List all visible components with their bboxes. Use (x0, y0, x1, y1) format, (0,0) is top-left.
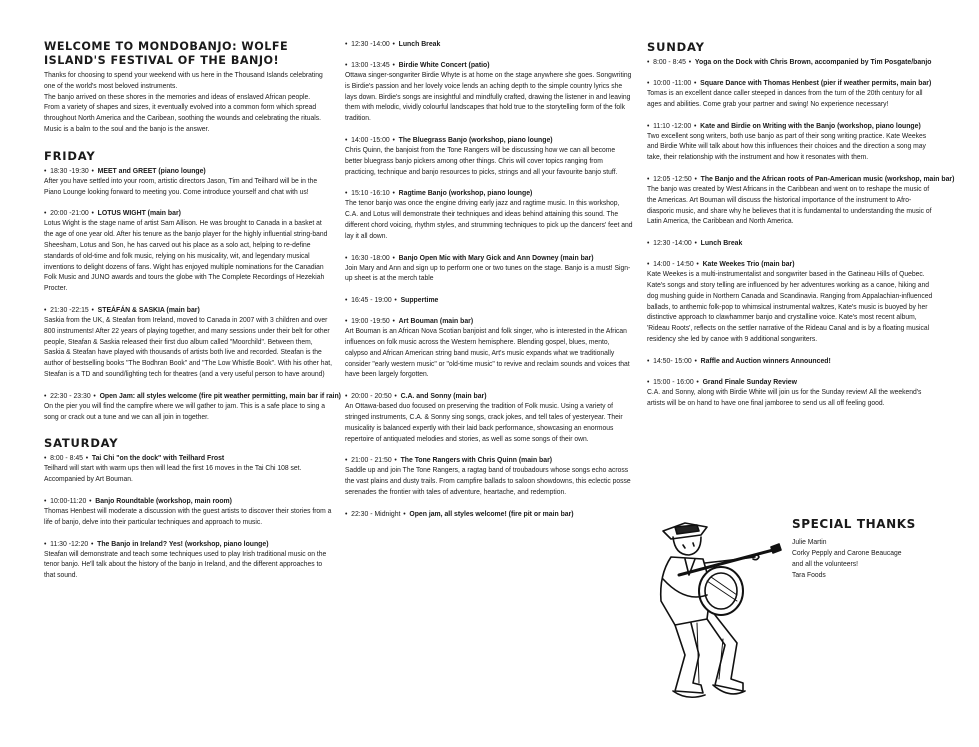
welcome-paragraph: The banjo arrived on these shores in the memories and ideas of enslaved African people. (44, 91, 311, 101)
event-time: 11:30 -12:20 (50, 538, 89, 548)
event-time: 14:50- 15:00 (653, 355, 692, 365)
event-description: The tenor banjo was once the engine driving early jazz and ragtime music. In this workshop, C.A. and Lotus will demonstrate their techniques and ideas behind attaining this sound. The different chord voicing, rhythm styles, and strumming techniques to pick up the dancers' feet and lay it all down. (345, 198, 633, 240)
event-time: 18:30 -19:30 (50, 165, 89, 175)
event-time: 16:30 -18:00 (351, 252, 390, 262)
event-description: Thomas Henbest will moderate a discussion with the guest artists to discover their stories from a life of banjo, delve into their particular techniques and approach to music. (44, 505, 332, 526)
event-description: Two excellent song writers, both use banjo as part of their song writing practice. Kate Weekes and Birdie White will talk about how this influences their choices and the direction a song may take, their relationship with the instrument and how it resonates with them. (647, 130, 927, 162)
event-title: Yoga on the Dock with Chris Brown, accompanied by Tim Posgate/banjo (694, 57, 932, 66)
event-description: Saddle up and join The Tone Rangers, a ragtag band of troubadours whose songs echo across the vast plains and dusty trails. From campfire ballads to saloon showdowns, this eclectic posse serenades the frontier with tales of adventure, heartache, and redemption. (345, 465, 631, 496)
event: • 12:05 -12:50 • The Banjo and the African roots of Pan-American music (workshop, main bar) The banjo was created by West Africans in the Caribbean and went on to reshape the music of the Americas. Art Bouman will discuss the historical importance of the instrument to Afro-diasporic music, and share why he believes that it is fundamental to understanding the music of Latin America, the Caribbean and North America. (647, 173, 955, 226)
event-time: 14:00 - 14:50 (653, 259, 694, 269)
event-time: 21:30 -22:15 (50, 304, 89, 314)
event-title: C.A. and Sonny (main bar) (400, 391, 487, 401)
event-description: C.A. and Sonny, along with Birdie White will join us for the Sunday review! All the weekend's artists will be on hand to have one final jamboree to send us all off feeling good. (647, 386, 922, 407)
event: • 19:00 -19:50 • Art Bouman (main bar) Art Bouman is an African Nova Scotian banjoist and folk singer, who is interested in the African influences on folk music across the Western hemisphere. Blending gospel, blues, mento, calypso and African American string band music, Art's music expands what we traditionally consider "early western music" or "old-time music" to revive and reclaim sounds and voices that have been largely forgotten. (345, 315, 635, 380)
saturday-heading: SATURDAY (44, 436, 119, 451)
event-description: Join Mary and Ann and sign up to perform one or two tunes on the stage. Banjo is a must! Sign-up sheet is at the merch table (345, 262, 631, 283)
event: • 10:00 -11:00 • Square Dance with Thomas Henbest (pier if weather permits, main bar) Tomas is an excellent dance caller steeped in dances from the turn of the 20th century for all ages and abilities. Come grab your partner and swing! No experience necessary! (647, 77, 937, 110)
event: • 10:00-11:20 • Banjo Roundtable (workshop, main room) Thomas Henbest will moderate a discussion with the guest artists to discover their stories from a life of banjo, delve into their particular techniques and approach to music. (44, 495, 332, 526)
event-time: 13:00 -13:45 (351, 60, 390, 69)
event-title: Suppertime (400, 295, 439, 305)
event-time: 20:00 -21:00 (50, 208, 89, 218)
event-title: LOTUS WIGHT (main bar) (97, 208, 181, 218)
event-time: 19:00 -19:50 (351, 316, 390, 326)
event: • 20:00 - 20:50 • C.A. and Sonny (main bar) An Ottawa-based duo focused on preserving the tradition of Folk music. Using a variety of stringed instruments, C.A. & Sonny sing songs, crack jokes, and tell tales of yesteryear. Their musicality is balanced expertly with their laid back performance, showcasing an enormous repertoire of antiquated melodies and stories, as well as some songs of their own. (345, 390, 635, 444)
event: • 14:00 -15:00 • The Bluegrass Banjo (workshop, piano lounge) Chris Quinn, the banjoist from the Tone Rangers will be discussing how we can all become better bluegrass banjo pickers among other things. Chris will cover topics ranging from practicing, technique and banjo resources to picks, strings and all your favourite banjo stuff. (345, 134, 635, 177)
event: • 15:10 -16:10 • Ragtime Banjo (workshop, piano lounge) The tenor banjo was once the engine driving early jazz and ragtime music. In this workshop, C.A. and Lotus will demonstrate their techniques and ideas behind attaining this sound. The different chord voicing, rhythm styles, and strumming techniques to pick up the dancers' feet and lay it all down. (345, 188, 633, 240)
event-time: 14:00 -15:00 (351, 134, 390, 144)
event-title: The Bluegrass Banjo (workshop, piano lounge) (398, 134, 553, 144)
event-description: Art Bouman is an African Nova Scotian banjoist and folk singer, who is interested in the African influences on folk music across the Western hemisphere. Blending gospel, blues, mento, calypso and African American string band music, Art's music expands what we traditionally consider "early western music" or "old-time music" to revive and reclaim sounds and voices that have been largely forgotten. (345, 326, 630, 379)
event: • 11:30 -12:20 • The Banjo in Ireland? Yes! (workshop, piano lounge) Steafan will demonstrate and teach some techniques used to play Irish traditional music on the tenor banjo. He'll talk about the history of the banjo in Ireland, and the different approaches to that sound. (44, 538, 334, 581)
event: • 16:45 - 19:00 • Suppertime (345, 295, 439, 305)
event-time: 8:00 - 8:45 (653, 57, 687, 66)
event-title: The Banjo in Ireland? Yes! (workshop, piano lounge) (97, 538, 269, 548)
welcome-title: WELCOME TO MONDOBANJO: WOLFE ISLAND'S FESTIVAL OF THE BANJO! (44, 40, 289, 67)
event-description: Lotus Wight is the stage name of artist Sam Allison. He was brought to Canada in a basket at the age of one year old. After his tenure as the banjo player for the highly influential string-band Sheesham, Lotus and Son, he has carved out his place as a solo act, helping to re-define standards of old-time and folk music, relying on his musicality, wit, and legendary musical inventions to delight dozens of fans. Wight has enjoyed multiple nominations for the Canadian Folk Music and JUNO awards and tours the globe with The Complete Recordings of Hezekiah Procter. (44, 218, 328, 293)
event-title: Banjo Open Mic with Mary Gick and Ann Downey (main bar) (398, 252, 594, 262)
event: • 14:50- 15:00 • Raffle and Auction winners Announced! (647, 355, 831, 365)
event-title: Grand Finale Sunday Review (702, 376, 797, 386)
event-title: Open jam, all styles welcome! (fire pit or main bar) (409, 508, 574, 518)
event-description: The banjo was created by West Africans in the Caribbean and went on to reshape the music of the Americas. Art Bouman will discuss the historical importance of the instrument to Afro-diasporic music, and share why he believes that it is fundamental to understanding the music of Latin America, the Caribbean and North America. (647, 183, 932, 226)
event-description: Ottawa singer-songwriter Birdie Whyte is at home on the stage anywhere she goes. Songwriting is Birdie's passion and her lovely voice lends an aching depth to the simple country lyrics she lays down. Birdie's songs are insightful and mindfully crafted, drawing the listener in and leaving them with melodic, vividly colourful landscapes that hold true to the storytelling form of the folk tradition. (345, 70, 632, 123)
event-description: After you have settled into your room, artistic directors Jason, Tim and Teilhard will be in the Piano Lounge looking forward to meeting you. Come introduce yourself and chat with us! (44, 175, 318, 196)
event-title: Ragtime Banjo (workshop, piano lounge) (398, 188, 533, 198)
event-time: 10:00 -11:00 (653, 78, 692, 87)
thanks-item: Julie Martin (792, 537, 827, 546)
event-time: 12:05 -12:50 (653, 173, 692, 183)
friday-heading: FRIDAY (44, 148, 96, 163)
welcome-paragraph: Thanks for choosing to spend your weekend with us here in the Thousand Islands celebrating one of the world's most beloved instruments. (44, 70, 323, 90)
event-time: 8:00 - 8:45 (50, 453, 84, 463)
event: • 22:30 - Midnight • Open jam, all styles welcome! (fire pit or main bar) (345, 508, 574, 518)
thanks-item: Corky Pepply and Carone Beaucage (792, 548, 902, 557)
sunday-heading: SUNDAY (647, 40, 705, 54)
event: • 18:30 -19:30 • MEET and GREET (piano lounge) After you have settled into your room, artistic directors Jason, Tim and Teilhard will be in the Piano Lounge looking forward to meeting you. Come introduce yourself and chat with us! (44, 165, 334, 198)
event-title: Lunch Break (700, 238, 743, 248)
event-description: On the pier you will find the campfire where we will gather to jam. This is a safe place to sing a song or crack out a tune and we can all join in together. (44, 400, 325, 421)
event-time: 12:30 -14:00 (351, 39, 390, 48)
column-right (647, 40, 955, 408)
event: • 22:30 - 23:30 • Open Jam: all styles welcome (fire pit weather permitting, main bar if rain) On the pier you will find the campfire where we will gather to jam. This is a safe place to sing a song or crack out a tune and we can all join in together. (44, 390, 341, 421)
event-title: Open Jam: all styles welcome (fire pit weather permitting, main bar if rain) (99, 390, 341, 400)
event-time: 15:00 - 16:00 (653, 376, 694, 386)
event: • 21:00 - 21:50 • The Tone Rangers with Chris Quinn (main bar) Saddle up and join The Tone Rangers, a ragtag band of troubadours whose songs echo across the vast plains and dusty trails. From campfire ballads to saloon showdowns, this eclectic posse serenades the frontier with tales of adventure, heartache, and redemption. (345, 454, 635, 497)
event-title: The Banjo and the African roots of Pan-American music (workshop, main bar) (700, 173, 955, 183)
welcome-paragraph: Music is a balm to the soul and the banjo is the answer. (44, 123, 210, 133)
event: • 20:00 -21:00 • LOTUS WIGHT (main bar) Lotus Wight is the stage name of artist Sam Allison. He was brought to Canada in a basket at the age of one year old. After his tenure as the banjo player for the highly influential string-band Sheesham, Lotus and Son, he has carved out his place as a solo act, helping to re-define standards of old-time and folk music, relying on his musicality, wit, and legendary musical inventions to delight dozens of fans. Wight has enjoyed multiple nominations for the Canadian Folk Music and JUNO awards and tours the globe with The Complete Recordings of Hezekiah Procter. (44, 207, 334, 294)
column-middle (345, 38, 635, 519)
event-title: Lunch Break (398, 39, 441, 48)
event-title: Birdie White Concert (patio) (398, 60, 490, 69)
event-title: Raffle and Auction winners Announced! (700, 355, 831, 365)
event-time: 16:45 - 19:00 (351, 295, 392, 305)
event-title: MEET and GREET (piano lounge) (97, 165, 206, 175)
event-title: STEÁFÁN & SASKIA (main bar) (97, 304, 200, 314)
event: • 8:00 - 8:45 • Tai Chi "on the dock" with Teilhard Frost Teilhard will start with warm ups then will lead the first 16 moves in the Tai Chi 108 set. Accompanied by Art Bouman. (44, 452, 334, 485)
event-description: Tomas is an excellent dance caller steeped in dances from the turn of the 20th century for all ages and abilities. Come grab your partner and swing! No experience necessary! (647, 88, 923, 108)
event: • 11:10 -12:00 • Kate and Birdie on Writing with the Banjo (workshop, piano lounge) Two excellent song writers, both use banjo as part of their song writing practice. Kate Weekes and Birdie White will talk about how this influences their choices and the direction a song may take, their relationship with the instrument and how it resonates with them. (647, 120, 937, 163)
event-time: 10:00-11:20 (50, 495, 87, 505)
event-description: Chris Quinn, the banjoist from the Tone Rangers will be discussing how we can all become better bluegrass banjo pickers among other things. Chris will cover topics ranging from practicing, technique and banjo resources to picks, strings and all your favourite banjo stuff. (345, 144, 618, 176)
event-title: Art Bouman (main bar) (398, 316, 474, 326)
event: • 12:30 -14:00 • Lunch Break (345, 39, 441, 48)
banjo-player-illustration (645, 515, 785, 710)
event: • 21:30 -22:15 • STEÁFÁN & SASKIA (main bar) Saskia from the UK, & Steafan from Ireland, moved to Canada in 2007 with 3 children and over 800 instruments! After 22 years of playing together, and many sessions under their belt for other people, Steafan & Saskia released their first duo album called "Moorchild". Between them, Saskia & Steafan have played with thousands of artists both live and recorded. Steafan is the author of bestselling books "The Bodhran Book" and "The Low Whistle Book". With his other hat, Steafan is a TD and sound/lighting tech for theatres (and a very useful person to have around) (44, 304, 333, 378)
event-description: Teilhard will start with warm ups then will lead the first 16 moves in the Tai Chi 108 set. Accompanied by Art Bouman. (44, 463, 302, 484)
event-time: 22:30 - Midnight (351, 508, 401, 518)
column-left (44, 40, 341, 581)
thanks-list (792, 536, 952, 580)
event-description: Saskia from the UK, & Steafan from Ireland, moved to Canada in 2007 with 3 children and over 800 instruments! After 22 years of playing together, and many sessions under their belt for other people, Steafan & Saskia released their first duo album called "Moorchild". Between them, Saskia & Steafan have played with thousands of artists both live and recorded. Steafan is the author of bestselling books "The Bodhran Book" and "The Low Whistle Book". With his other hat, Steafan is a TD and sound/lighting tech for theatres (and a very useful person to have around) (44, 314, 333, 378)
event: • 12:30 -14:00 • Lunch Break (647, 238, 743, 248)
event-time: 11:10 -12:00 (653, 120, 692, 130)
event-time: 12:30 -14:00 (653, 238, 692, 248)
event: • 15:00 - 16:00 • Grand Finale Sunday Review C.A. and Sonny, along with Birdie White will join us for the Sunday review! All the weekend's artists will be on hand to have one final jamboree to send us all off feeling good. (647, 376, 937, 409)
event-title: Square Dance with Thomas Henbest (pier if weather permits, main bar) (700, 78, 932, 87)
event-time: 15:10 -16:10 (351, 188, 390, 198)
event-title: Kate and Birdie on Writing with the Banjo (workshop, piano lounge) (700, 120, 921, 130)
thanks-item: Tara Foods (792, 570, 826, 579)
event: • 13:00 -13:45 • Birdie White Concert (patio) Ottawa singer-songwriter Birdie Whyte is at home on the stage anywhere she goes. Songwriting is Birdie's passion and her lovely voice lends an aching depth to the simple country lyrics she lays down. Birdie's songs are insightful and mindfully crafted, drawing the listener in and leaving them with melodic, vividly colourful landscapes that hold true to the storytelling form of the folk tradition. (345, 59, 635, 124)
event-title: Banjo Roundtable (workshop, main room) (95, 495, 232, 505)
event-time: 21:00 - 21:50 (351, 455, 392, 465)
event-title: Kate Weekes Trio (main bar) (702, 259, 795, 269)
event-title: Tai Chi "on the dock" with Teilhard Frost (91, 453, 225, 463)
event-title: The Tone Rangers with Chris Quinn (main bar) (400, 455, 553, 465)
event-time: 22:30 - 23:30 (50, 390, 91, 400)
event-description: An Ottawa-based duo focused on preserving the tradition of Folk music. Using a variety of stringed instruments, C.A. & Sonny sing songs, crack jokes, and tell tales of yesteryear. Their musicality is balanced expertly with their laid back performance, showcasing an enormous repertoire of antiquated melodies and stories, as well as some songs of their own. (345, 401, 623, 443)
event-time: 20:00 - 20:50 (351, 391, 392, 401)
event-description: Kate Weekes is a multi-instrumentalist and songwriter based in the Gatineau Hills of Quebec. Kate's songs and story telling are influenced by her adventures working as a canoe, hiking and dog mushing guide in Northern Canada and Scandinavia. Ranging from Appalachian-influenced ballads, to anthemic folk-pop to whimsical instrumental waltzes, Kate's music is buoyed by her distinctive approach to clawhammer banjo and crystalline voice. Kate's most recent album, 'Rideau Roots', reflects on the settler narrative of the Rideau Canal and is by a floating musical residency she led by canoe with 9 additional songwriters. (647, 269, 933, 343)
event: • 8:00 - 8:45 • Yoga on the Dock with Chris Brown, accompanied by Tim Posgate/banjo (647, 57, 932, 66)
event-description: Steafan will demonstrate and teach some techniques used to play Irish traditional music on the tenor banjo. He'll talk about the history of the banjo in Ireland, and the different approaches to that sound. (44, 548, 327, 580)
special-thanks-heading: SPECIAL THANKS (792, 517, 916, 531)
event: • 14:00 - 14:50 • Kate Weekes Trio (main bar) Kate Weekes is a multi-instrumentalist and songwriter based in the Gatineau Hills of Quebec. Kate's songs and story telling are influenced by her adventures working as a canoe, hiking and dog mushing guide in Northern Canada and Scandinavia. Ranging from Appalachian-influenced ballads, to anthemic folk-pop to whimsical instrumental waltzes, Kate's music is buoyed by her distinctive approach to clawhammer banjo and crystalline voice. Kate's most recent album, 'Rideau Roots', reflects on the settler narrative of the Rideau Canal and is by a floating musical residency she led by canoe with 9 additional songwriters. (647, 258, 937, 345)
welcome-paragraph: From a variety of shapes and sizes, it eventually evolved into a common form which spread throughout North America and the Caribean, soothing the wounds and celebrating the rituals. (44, 102, 321, 123)
thanks-item: and all the volunteers! (792, 559, 858, 568)
event: • 16:30 -18:00 • Banjo Open Mic with Mary Gick and Ann Downey (main bar) Join Mary and Ann and sign up to perform one or two tunes on the stage. Banjo is a must! Sign-up sheet is at the merch table (345, 252, 635, 285)
